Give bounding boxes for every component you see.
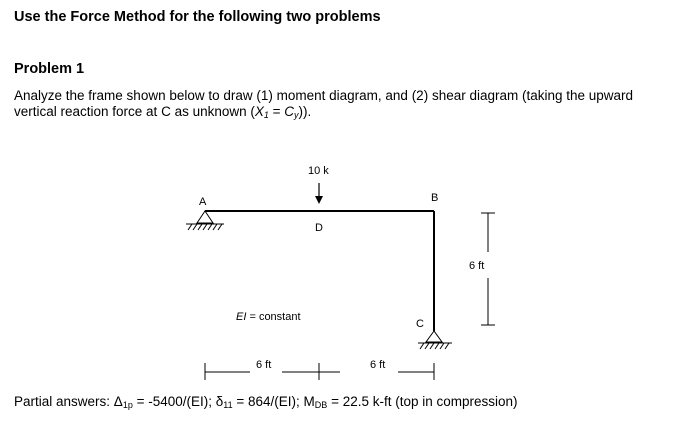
- problem-title: Problem 1: [14, 61, 85, 77]
- description-line-2: vertical reaction force at C as unknown $(X_1 = C_y)$).: [14, 104, 312, 120]
- pin-support-c: [418, 331, 452, 349]
- partial-answers: Partial answers: $\Delta_{1p} = -5400/(EI)$; $\delta_{11} = 864/(EI)$; $M_{DB} = 22.5$ k-ft (top in compression): [14, 394, 518, 410]
- pin-support-a: [186, 211, 224, 230]
- node-b-label: B: [431, 192, 439, 204]
- page-heading: Use the Force Method for the following two problems: [14, 9, 381, 25]
- span-db-label: 6 ft: [370, 359, 386, 371]
- load-arrow: [315, 183, 323, 204]
- height-label: 6 ft: [469, 260, 485, 272]
- description-line-1: Analyze the frame shown below to draw (1) moment diagram, and (2) shear diagram (taking the upward: [14, 88, 634, 103]
- span-dimension: [205, 363, 434, 380]
- node-a-label: A: [199, 196, 207, 208]
- load-label: 10 k: [308, 165, 329, 177]
- ei-label: EI = constant: [236, 311, 301, 323]
- node-c-label: C: [416, 318, 424, 330]
- node-d-label: D: [315, 222, 323, 234]
- span-ad-label: 6 ft: [256, 359, 272, 371]
